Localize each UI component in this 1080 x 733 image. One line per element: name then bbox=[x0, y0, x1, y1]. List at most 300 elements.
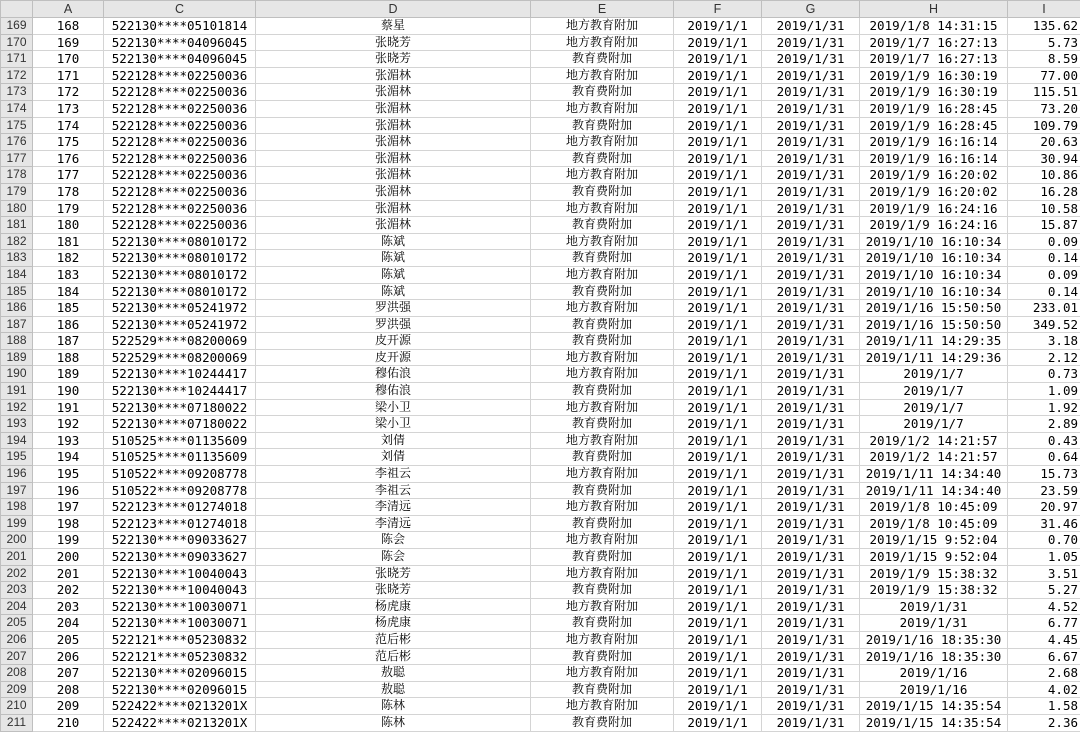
cell-e[interactable]: 教育费附加 bbox=[531, 416, 674, 433]
cell-f[interactable]: 2019/1/1 bbox=[674, 698, 762, 715]
cell-g[interactable]: 2019/1/31 bbox=[762, 714, 860, 731]
cell-h[interactable]: 2019/1/16 15:50:50 bbox=[860, 316, 1008, 333]
cell-e[interactable]: 教育费附加 bbox=[531, 333, 674, 350]
cell-g[interactable]: 2019/1/31 bbox=[762, 449, 860, 466]
cell-i[interactable]: 0.09 bbox=[1008, 233, 1080, 250]
row-header[interactable]: 195 bbox=[1, 449, 33, 466]
cell-h[interactable]: 2019/1/10 16:10:34 bbox=[860, 233, 1008, 250]
cell-g[interactable]: 2019/1/31 bbox=[762, 615, 860, 632]
cell-f[interactable]: 2019/1/1 bbox=[674, 18, 762, 35]
cell-e[interactable]: 地方教育附加 bbox=[531, 300, 674, 317]
cell-h[interactable]: 2019/1/16 18:35:30 bbox=[860, 631, 1008, 648]
row-header[interactable]: 190 bbox=[1, 366, 33, 383]
column-header-e[interactable]: E bbox=[531, 1, 674, 18]
row-header[interactable]: 202 bbox=[1, 565, 33, 582]
cell-f[interactable]: 2019/1/1 bbox=[674, 34, 762, 51]
cell-f[interactable]: 2019/1/1 bbox=[674, 714, 762, 731]
cell-a[interactable]: 183 bbox=[33, 266, 104, 283]
row-header[interactable]: 172 bbox=[1, 67, 33, 84]
cell-d[interactable]: 张湄林 bbox=[256, 200, 531, 217]
cell-a[interactable]: 180 bbox=[33, 217, 104, 234]
cell-c[interactable]: 522128****02250036 bbox=[104, 200, 256, 217]
cell-h[interactable]: 2019/1/8 10:45:09 bbox=[860, 499, 1008, 516]
row-header[interactable]: 180 bbox=[1, 200, 33, 217]
cell-a[interactable]: 209 bbox=[33, 698, 104, 715]
cell-d[interactable]: 穆佑浪 bbox=[256, 366, 531, 383]
cell-h[interactable]: 2019/1/16 bbox=[860, 665, 1008, 682]
cell-f[interactable]: 2019/1/1 bbox=[674, 681, 762, 698]
cell-g[interactable]: 2019/1/31 bbox=[762, 183, 860, 200]
cell-h[interactable]: 2019/1/7 16:27:13 bbox=[860, 34, 1008, 51]
cell-e[interactable]: 地方教育附加 bbox=[531, 598, 674, 615]
cell-g[interactable]: 2019/1/31 bbox=[762, 648, 860, 665]
cell-g[interactable]: 2019/1/31 bbox=[762, 300, 860, 317]
cell-i[interactable]: 15.87 bbox=[1008, 217, 1080, 234]
row-header[interactable]: 186 bbox=[1, 300, 33, 317]
cell-h[interactable]: 2019/1/8 14:31:15 bbox=[860, 18, 1008, 35]
cell-g[interactable]: 2019/1/31 bbox=[762, 366, 860, 383]
cell-i[interactable]: 4.02 bbox=[1008, 681, 1080, 698]
cell-g[interactable]: 2019/1/31 bbox=[762, 134, 860, 151]
cell-e[interactable]: 地方教育附加 bbox=[531, 631, 674, 648]
cell-g[interactable]: 2019/1/31 bbox=[762, 383, 860, 400]
cell-i[interactable]: 30.94 bbox=[1008, 150, 1080, 167]
row-header[interactable]: 182 bbox=[1, 233, 33, 250]
cell-i[interactable]: 2.12 bbox=[1008, 349, 1080, 366]
cell-a[interactable]: 174 bbox=[33, 117, 104, 134]
row-header[interactable]: 207 bbox=[1, 648, 33, 665]
cell-d[interactable]: 蔡星 bbox=[256, 18, 531, 35]
cell-c[interactable]: 522128****02250036 bbox=[104, 117, 256, 134]
cell-c[interactable]: 522130****08010172 bbox=[104, 233, 256, 250]
cell-h[interactable]: 2019/1/11 14:34:40 bbox=[860, 466, 1008, 483]
row-header[interactable]: 208 bbox=[1, 665, 33, 682]
cell-f[interactable]: 2019/1/1 bbox=[674, 233, 762, 250]
cell-c[interactable]: 522128****02250036 bbox=[104, 84, 256, 101]
column-header-a[interactable]: A bbox=[33, 1, 104, 18]
cell-d[interactable]: 张晓芳 bbox=[256, 582, 531, 599]
cell-d[interactable]: 梁小卫 bbox=[256, 416, 531, 433]
cell-a[interactable]: 169 bbox=[33, 34, 104, 51]
cell-i[interactable]: 10.58 bbox=[1008, 200, 1080, 217]
cell-f[interactable]: 2019/1/1 bbox=[674, 349, 762, 366]
cell-d[interactable]: 张湄林 bbox=[256, 117, 531, 134]
cell-a[interactable]: 177 bbox=[33, 167, 104, 184]
cell-c[interactable]: 522128****02250036 bbox=[104, 100, 256, 117]
cell-c[interactable]: 522128****02250036 bbox=[104, 167, 256, 184]
cell-c[interactable]: 522529****08200069 bbox=[104, 349, 256, 366]
cell-d[interactable]: 陈林 bbox=[256, 698, 531, 715]
cell-e[interactable]: 教育费附加 bbox=[531, 449, 674, 466]
cell-i[interactable]: 16.28 bbox=[1008, 183, 1080, 200]
cell-d[interactable]: 陈斌 bbox=[256, 283, 531, 300]
cell-g[interactable]: 2019/1/31 bbox=[762, 499, 860, 516]
cell-i[interactable]: 0.43 bbox=[1008, 432, 1080, 449]
row-header[interactable]: 189 bbox=[1, 349, 33, 366]
cell-d[interactable]: 陈斌 bbox=[256, 266, 531, 283]
cell-g[interactable]: 2019/1/31 bbox=[762, 532, 860, 549]
cell-e[interactable]: 教育费附加 bbox=[531, 383, 674, 400]
row-header[interactable]: 211 bbox=[1, 714, 33, 731]
cell-g[interactable]: 2019/1/31 bbox=[762, 515, 860, 532]
cell-f[interactable]: 2019/1/1 bbox=[674, 449, 762, 466]
cell-i[interactable]: 6.77 bbox=[1008, 615, 1080, 632]
cell-d[interactable]: 张晓芳 bbox=[256, 34, 531, 51]
cell-a[interactable]: 168 bbox=[33, 18, 104, 35]
row-header[interactable]: 199 bbox=[1, 515, 33, 532]
cell-e[interactable]: 地方教育附加 bbox=[531, 665, 674, 682]
cell-c[interactable]: 522130****09033627 bbox=[104, 532, 256, 549]
cell-e[interactable]: 地方教育附加 bbox=[531, 366, 674, 383]
cell-f[interactable]: 2019/1/1 bbox=[674, 432, 762, 449]
cell-i[interactable]: 31.46 bbox=[1008, 515, 1080, 532]
cell-d[interactable]: 张湄林 bbox=[256, 167, 531, 184]
cell-g[interactable]: 2019/1/31 bbox=[762, 84, 860, 101]
cell-f[interactable]: 2019/1/1 bbox=[674, 300, 762, 317]
row-header[interactable]: 169 bbox=[1, 18, 33, 35]
cell-i[interactable]: 115.51 bbox=[1008, 84, 1080, 101]
cell-c[interactable]: 522130****09033627 bbox=[104, 549, 256, 566]
row-header[interactable]: 200 bbox=[1, 532, 33, 549]
cell-h[interactable]: 2019/1/15 14:35:54 bbox=[860, 714, 1008, 731]
cell-h[interactable]: 2019/1/10 16:10:34 bbox=[860, 283, 1008, 300]
cell-f[interactable]: 2019/1/1 bbox=[674, 598, 762, 615]
cell-c[interactable]: 522130****10244417 bbox=[104, 366, 256, 383]
cell-h[interactable]: 2019/1/9 16:28:45 bbox=[860, 100, 1008, 117]
cell-i[interactable]: 135.62 bbox=[1008, 18, 1080, 35]
cell-a[interactable]: 184 bbox=[33, 283, 104, 300]
cell-f[interactable]: 2019/1/1 bbox=[674, 316, 762, 333]
cell-f[interactable]: 2019/1/1 bbox=[674, 383, 762, 400]
row-header[interactable]: 181 bbox=[1, 217, 33, 234]
cell-e[interactable]: 地方教育附加 bbox=[531, 266, 674, 283]
cell-a[interactable]: 207 bbox=[33, 665, 104, 682]
row-header[interactable]: 171 bbox=[1, 51, 33, 68]
cell-g[interactable]: 2019/1/31 bbox=[762, 167, 860, 184]
cell-a[interactable]: 202 bbox=[33, 582, 104, 599]
cell-a[interactable]: 199 bbox=[33, 532, 104, 549]
cell-a[interactable]: 172 bbox=[33, 84, 104, 101]
cell-i[interactable]: 2.68 bbox=[1008, 665, 1080, 682]
cell-f[interactable]: 2019/1/1 bbox=[674, 549, 762, 566]
row-header[interactable]: 173 bbox=[1, 84, 33, 101]
cell-f[interactable]: 2019/1/1 bbox=[674, 84, 762, 101]
cell-c[interactable]: 522121****05230832 bbox=[104, 631, 256, 648]
cell-h[interactable]: 2019/1/7 bbox=[860, 399, 1008, 416]
row-header[interactable]: 192 bbox=[1, 399, 33, 416]
cell-f[interactable]: 2019/1/1 bbox=[674, 117, 762, 134]
cell-d[interactable]: 张湄林 bbox=[256, 134, 531, 151]
cell-a[interactable]: 201 bbox=[33, 565, 104, 582]
cell-f[interactable]: 2019/1/1 bbox=[674, 499, 762, 516]
cell-a[interactable]: 206 bbox=[33, 648, 104, 665]
column-header-h[interactable]: H bbox=[860, 1, 1008, 18]
cell-i[interactable]: 0.64 bbox=[1008, 449, 1080, 466]
cell-h[interactable]: 2019/1/15 14:35:54 bbox=[860, 698, 1008, 715]
cell-h[interactable]: 2019/1/7 16:27:13 bbox=[860, 51, 1008, 68]
cell-e[interactable]: 地方教育附加 bbox=[531, 18, 674, 35]
row-header[interactable]: 193 bbox=[1, 416, 33, 433]
row-header[interactable]: 174 bbox=[1, 100, 33, 117]
cell-e[interactable]: 教育费附加 bbox=[531, 582, 674, 599]
cell-a[interactable]: 188 bbox=[33, 349, 104, 366]
row-header[interactable]: 191 bbox=[1, 383, 33, 400]
cell-e[interactable]: 教育费附加 bbox=[531, 51, 674, 68]
cell-e[interactable]: 教育费附加 bbox=[531, 84, 674, 101]
cell-h[interactable]: 2019/1/10 16:10:34 bbox=[860, 266, 1008, 283]
cell-g[interactable]: 2019/1/31 bbox=[762, 399, 860, 416]
cell-f[interactable]: 2019/1/1 bbox=[674, 67, 762, 84]
cell-e[interactable]: 地方教育附加 bbox=[531, 532, 674, 549]
cell-i[interactable]: 5.27 bbox=[1008, 582, 1080, 599]
cell-e[interactable]: 教育费附加 bbox=[531, 681, 674, 698]
cell-d[interactable]: 张湄林 bbox=[256, 67, 531, 84]
cell-e[interactable]: 教育费附加 bbox=[531, 217, 674, 234]
cell-d[interactable]: 张湄林 bbox=[256, 150, 531, 167]
cell-g[interactable]: 2019/1/31 bbox=[762, 482, 860, 499]
cell-h[interactable]: 2019/1/2 14:21:57 bbox=[860, 432, 1008, 449]
cell-e[interactable]: 教育费附加 bbox=[531, 648, 674, 665]
row-header[interactable]: 203 bbox=[1, 582, 33, 599]
cell-i[interactable]: 2.36 bbox=[1008, 714, 1080, 731]
cell-d[interactable]: 梁小卫 bbox=[256, 399, 531, 416]
cell-i[interactable]: 233.01 bbox=[1008, 300, 1080, 317]
row-header[interactable]: 197 bbox=[1, 482, 33, 499]
cell-d[interactable]: 穆佑浪 bbox=[256, 383, 531, 400]
cell-a[interactable]: 208 bbox=[33, 681, 104, 698]
cell-h[interactable]: 2019/1/9 15:38:32 bbox=[860, 582, 1008, 599]
cell-a[interactable]: 195 bbox=[33, 466, 104, 483]
cell-h[interactable]: 2019/1/11 14:34:40 bbox=[860, 482, 1008, 499]
cell-h[interactable]: 2019/1/16 18:35:30 bbox=[860, 648, 1008, 665]
cell-h[interactable]: 2019/1/9 16:16:14 bbox=[860, 150, 1008, 167]
cell-g[interactable]: 2019/1/31 bbox=[762, 598, 860, 615]
cell-g[interactable]: 2019/1/31 bbox=[762, 582, 860, 599]
cell-i[interactable]: 109.79 bbox=[1008, 117, 1080, 134]
cell-e[interactable]: 教育费附加 bbox=[531, 250, 674, 267]
cell-g[interactable]: 2019/1/31 bbox=[762, 432, 860, 449]
cell-h[interactable]: 2019/1/16 bbox=[860, 681, 1008, 698]
cell-h[interactable]: 2019/1/9 16:20:02 bbox=[860, 167, 1008, 184]
row-header[interactable]: 206 bbox=[1, 631, 33, 648]
cell-i[interactable]: 0.09 bbox=[1008, 266, 1080, 283]
column-header-d[interactable]: D bbox=[256, 1, 531, 18]
cell-h[interactable]: 2019/1/9 16:24:16 bbox=[860, 217, 1008, 234]
cell-d[interactable]: 刘倩 bbox=[256, 449, 531, 466]
cell-h[interactable]: 2019/1/7 bbox=[860, 416, 1008, 433]
row-header[interactable]: 170 bbox=[1, 34, 33, 51]
row-header[interactable]: 183 bbox=[1, 250, 33, 267]
cell-f[interactable]: 2019/1/1 bbox=[674, 183, 762, 200]
cell-e[interactable]: 地方教育附加 bbox=[531, 134, 674, 151]
cell-f[interactable]: 2019/1/1 bbox=[674, 217, 762, 234]
cell-d[interactable]: 罗洪强 bbox=[256, 316, 531, 333]
cell-i[interactable]: 1.92 bbox=[1008, 399, 1080, 416]
cell-a[interactable]: 193 bbox=[33, 432, 104, 449]
row-header[interactable]: 188 bbox=[1, 333, 33, 350]
cell-i[interactable]: 4.45 bbox=[1008, 631, 1080, 648]
row-header[interactable]: 196 bbox=[1, 466, 33, 483]
cell-a[interactable]: 203 bbox=[33, 598, 104, 615]
cell-i[interactable]: 6.67 bbox=[1008, 648, 1080, 665]
cell-f[interactable]: 2019/1/1 bbox=[674, 134, 762, 151]
cell-c[interactable]: 522130****07180022 bbox=[104, 416, 256, 433]
cell-d[interactable]: 敖聪 bbox=[256, 681, 531, 698]
cell-h[interactable]: 2019/1/7 bbox=[860, 383, 1008, 400]
cell-c[interactable]: 522128****02250036 bbox=[104, 134, 256, 151]
row-header[interactable]: 175 bbox=[1, 117, 33, 134]
cell-i[interactable]: 73.20 bbox=[1008, 100, 1080, 117]
cell-g[interactable]: 2019/1/31 bbox=[762, 233, 860, 250]
cell-a[interactable]: 171 bbox=[33, 67, 104, 84]
cell-h[interactable]: 2019/1/9 15:38:32 bbox=[860, 565, 1008, 582]
cell-d[interactable]: 李祖云 bbox=[256, 482, 531, 499]
cell-i[interactable]: 15.73 bbox=[1008, 466, 1080, 483]
cell-i[interactable]: 0.14 bbox=[1008, 250, 1080, 267]
cell-f[interactable]: 2019/1/1 bbox=[674, 399, 762, 416]
cell-g[interactable]: 2019/1/31 bbox=[762, 217, 860, 234]
cell-g[interactable]: 2019/1/31 bbox=[762, 349, 860, 366]
row-header[interactable]: 179 bbox=[1, 183, 33, 200]
cell-i[interactable]: 77.00 bbox=[1008, 67, 1080, 84]
cell-h[interactable]: 2019/1/16 15:50:50 bbox=[860, 300, 1008, 317]
cell-c[interactable]: 522130****04096045 bbox=[104, 51, 256, 68]
cell-f[interactable]: 2019/1/1 bbox=[674, 100, 762, 117]
cell-e[interactable]: 地方教育附加 bbox=[531, 698, 674, 715]
cell-c[interactable]: 522130****08010172 bbox=[104, 283, 256, 300]
cell-g[interactable]: 2019/1/31 bbox=[762, 698, 860, 715]
cell-d[interactable]: 刘倩 bbox=[256, 432, 531, 449]
cell-a[interactable]: 205 bbox=[33, 631, 104, 648]
cell-a[interactable]: 194 bbox=[33, 449, 104, 466]
column-header-f[interactable]: F bbox=[674, 1, 762, 18]
cell-d[interactable]: 张湄林 bbox=[256, 217, 531, 234]
cell-f[interactable]: 2019/1/1 bbox=[674, 482, 762, 499]
cell-i[interactable]: 8.59 bbox=[1008, 51, 1080, 68]
cell-e[interactable]: 地方教育附加 bbox=[531, 233, 674, 250]
row-header[interactable]: 178 bbox=[1, 167, 33, 184]
cell-e[interactable]: 教育费附加 bbox=[531, 714, 674, 731]
cell-g[interactable]: 2019/1/31 bbox=[762, 51, 860, 68]
cell-d[interactable]: 杨虎康 bbox=[256, 615, 531, 632]
cell-g[interactable]: 2019/1/31 bbox=[762, 200, 860, 217]
cell-h[interactable]: 2019/1/31 bbox=[860, 615, 1008, 632]
cell-a[interactable]: 200 bbox=[33, 549, 104, 566]
cell-i[interactable]: 5.73 bbox=[1008, 34, 1080, 51]
cell-e[interactable]: 地方教育附加 bbox=[531, 100, 674, 117]
cell-h[interactable]: 2019/1/9 16:16:14 bbox=[860, 134, 1008, 151]
cell-c[interactable]: 522130****05241972 bbox=[104, 316, 256, 333]
cell-i[interactable]: 2.89 bbox=[1008, 416, 1080, 433]
cell-h[interactable]: 2019/1/31 bbox=[860, 598, 1008, 615]
cell-e[interactable]: 教育费附加 bbox=[531, 549, 674, 566]
cell-f[interactable]: 2019/1/1 bbox=[674, 466, 762, 483]
cell-a[interactable]: 197 bbox=[33, 499, 104, 516]
cell-d[interactable]: 范后彬 bbox=[256, 631, 531, 648]
cell-d[interactable]: 陈斌 bbox=[256, 250, 531, 267]
row-header[interactable]: 194 bbox=[1, 432, 33, 449]
row-header[interactable]: 201 bbox=[1, 549, 33, 566]
cell-a[interactable]: 179 bbox=[33, 200, 104, 217]
cell-a[interactable]: 170 bbox=[33, 51, 104, 68]
cell-c[interactable]: 522128****02250036 bbox=[104, 150, 256, 167]
cell-c[interactable]: 522529****08200069 bbox=[104, 333, 256, 350]
column-header-g[interactable]: G bbox=[762, 1, 860, 18]
cell-a[interactable]: 173 bbox=[33, 100, 104, 117]
row-header[interactable]: 205 bbox=[1, 615, 33, 632]
cell-c[interactable]: 522130****04096045 bbox=[104, 34, 256, 51]
cell-e[interactable]: 地方教育附加 bbox=[531, 399, 674, 416]
cell-g[interactable]: 2019/1/31 bbox=[762, 18, 860, 35]
cell-h[interactable]: 2019/1/11 14:29:36 bbox=[860, 349, 1008, 366]
cell-c[interactable]: 510525****01135609 bbox=[104, 449, 256, 466]
cell-c[interactable]: 522121****05230832 bbox=[104, 648, 256, 665]
cell-c[interactable]: 522422****0213201X bbox=[104, 698, 256, 715]
cell-h[interactable]: 2019/1/9 16:30:19 bbox=[860, 84, 1008, 101]
cell-f[interactable]: 2019/1/1 bbox=[674, 366, 762, 383]
cell-a[interactable]: 178 bbox=[33, 183, 104, 200]
cell-d[interactable]: 李清远 bbox=[256, 515, 531, 532]
cell-c[interactable]: 522130****10030071 bbox=[104, 615, 256, 632]
cell-f[interactable]: 2019/1/1 bbox=[674, 266, 762, 283]
cell-c[interactable]: 522130****08010172 bbox=[104, 250, 256, 267]
cell-h[interactable]: 2019/1/7 bbox=[860, 366, 1008, 383]
cell-c[interactable]: 522128****02250036 bbox=[104, 67, 256, 84]
cell-d[interactable]: 皮开源 bbox=[256, 333, 531, 350]
select-all-corner[interactable] bbox=[1, 1, 33, 18]
cell-g[interactable]: 2019/1/31 bbox=[762, 150, 860, 167]
cell-h[interactable]: 2019/1/15 9:52:04 bbox=[860, 532, 1008, 549]
cell-e[interactable]: 地方教育附加 bbox=[531, 349, 674, 366]
cell-g[interactable]: 2019/1/31 bbox=[762, 100, 860, 117]
cell-f[interactable]: 2019/1/1 bbox=[674, 515, 762, 532]
cell-i[interactable]: 0.73 bbox=[1008, 366, 1080, 383]
row-header[interactable]: 187 bbox=[1, 316, 33, 333]
row-header[interactable]: 184 bbox=[1, 266, 33, 283]
cell-i[interactable]: 20.63 bbox=[1008, 134, 1080, 151]
cell-a[interactable]: 196 bbox=[33, 482, 104, 499]
cell-i[interactable]: 10.86 bbox=[1008, 167, 1080, 184]
cell-i[interactable]: 3.51 bbox=[1008, 565, 1080, 582]
cell-h[interactable]: 2019/1/9 16:24:16 bbox=[860, 200, 1008, 217]
cell-a[interactable]: 186 bbox=[33, 316, 104, 333]
cell-h[interactable]: 2019/1/9 16:28:45 bbox=[860, 117, 1008, 134]
cell-c[interactable]: 522128****02250036 bbox=[104, 183, 256, 200]
cell-f[interactable]: 2019/1/1 bbox=[674, 150, 762, 167]
cell-d[interactable]: 杨虎康 bbox=[256, 598, 531, 615]
cell-c[interactable]: 510522****09208778 bbox=[104, 482, 256, 499]
cell-a[interactable]: 204 bbox=[33, 615, 104, 632]
cell-f[interactable]: 2019/1/1 bbox=[674, 333, 762, 350]
cell-d[interactable]: 陈会 bbox=[256, 549, 531, 566]
cell-e[interactable]: 地方教育附加 bbox=[531, 34, 674, 51]
cell-e[interactable]: 教育费附加 bbox=[531, 117, 674, 134]
cell-g[interactable]: 2019/1/31 bbox=[762, 549, 860, 566]
cell-h[interactable]: 2019/1/9 16:30:19 bbox=[860, 67, 1008, 84]
cell-e[interactable]: 教育费附加 bbox=[531, 515, 674, 532]
cell-g[interactable]: 2019/1/31 bbox=[762, 283, 860, 300]
cell-a[interactable]: 176 bbox=[33, 150, 104, 167]
row-header[interactable]: 177 bbox=[1, 150, 33, 167]
cell-g[interactable]: 2019/1/31 bbox=[762, 250, 860, 267]
cell-f[interactable]: 2019/1/1 bbox=[674, 582, 762, 599]
cell-i[interactable]: 0.70 bbox=[1008, 532, 1080, 549]
cell-f[interactable]: 2019/1/1 bbox=[674, 631, 762, 648]
row-header[interactable]: 185 bbox=[1, 283, 33, 300]
cell-f[interactable]: 2019/1/1 bbox=[674, 665, 762, 682]
cell-e[interactable]: 地方教育附加 bbox=[531, 200, 674, 217]
cell-c[interactable]: 522130****10040043 bbox=[104, 565, 256, 582]
